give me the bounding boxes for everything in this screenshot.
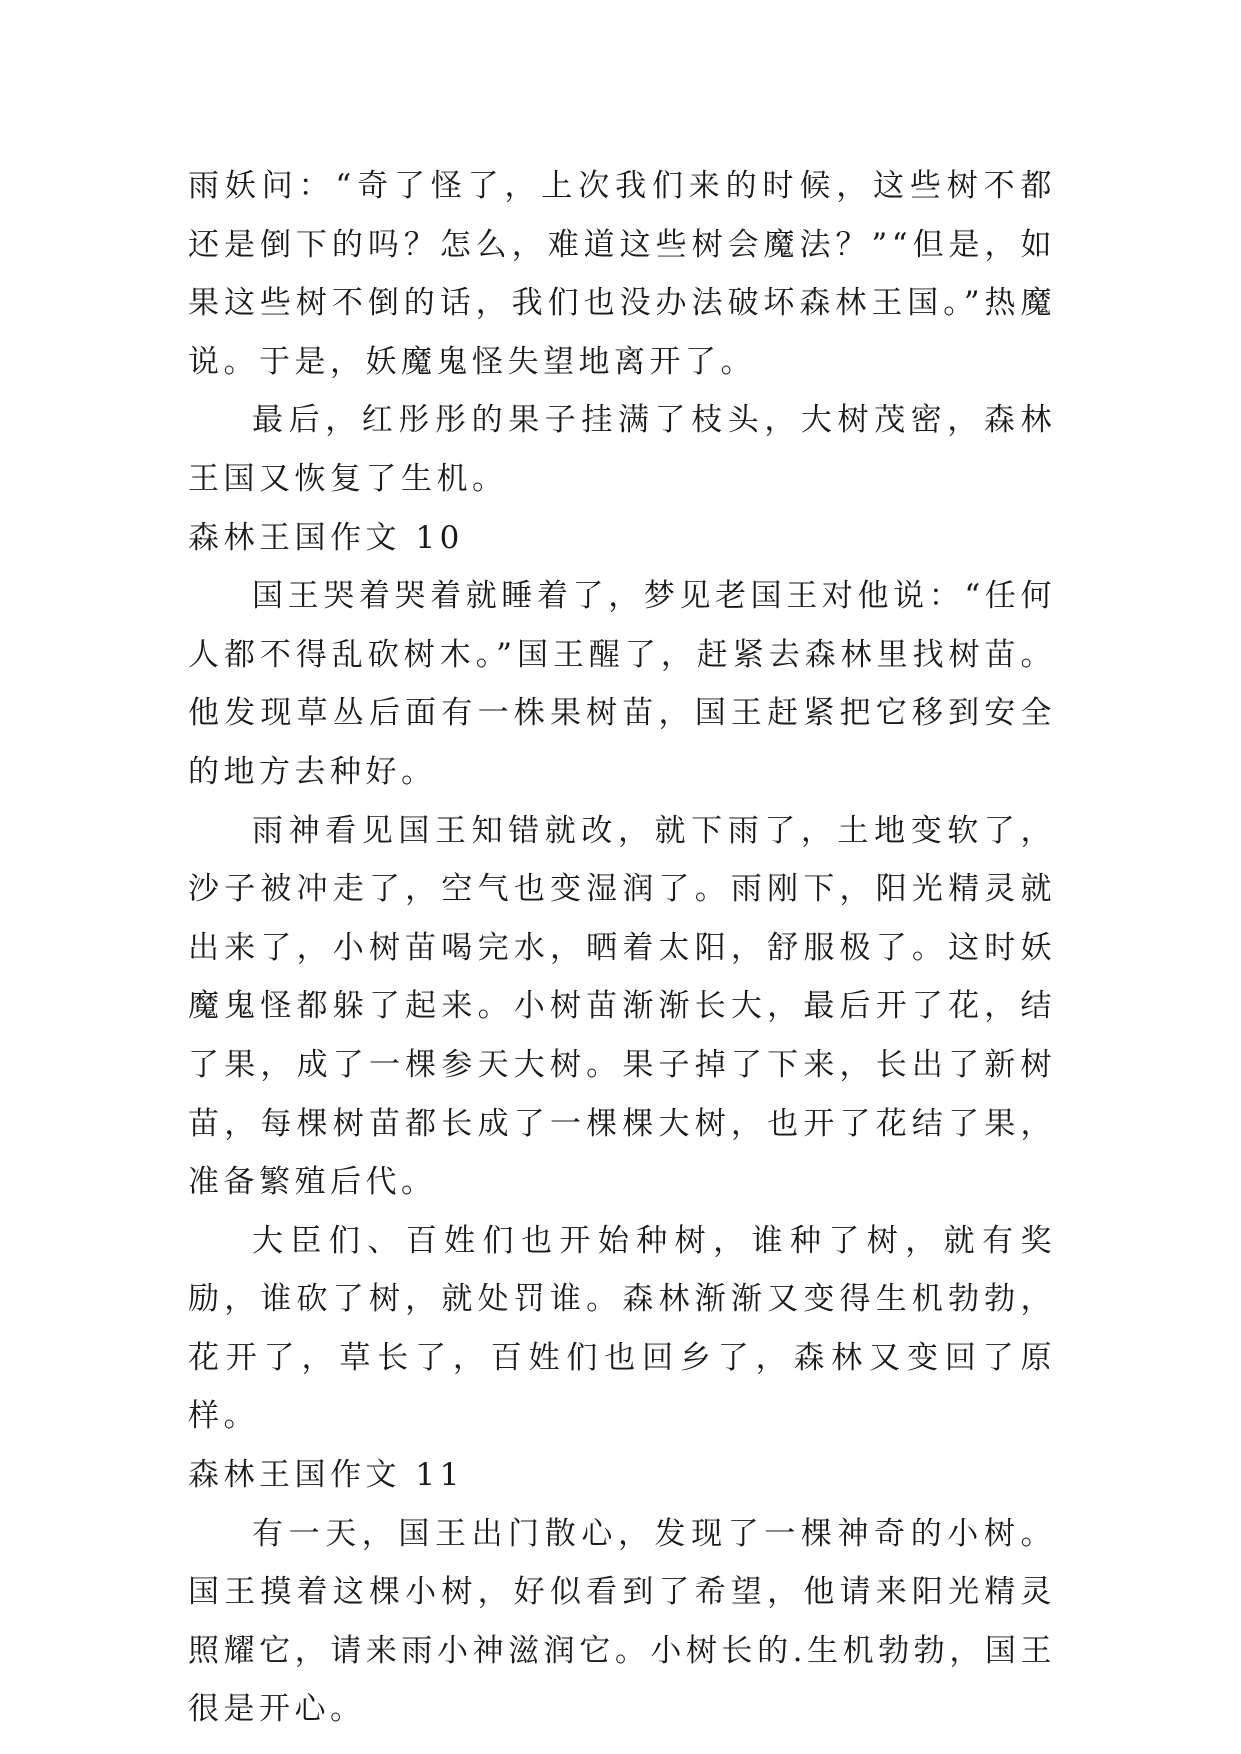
paragraph-kingdom-revived: 最后，红彤彤的果子挂满了枝头，大树茂密，森林王国又恢复了生机。 — [188, 402, 1056, 497]
document-body — [188, 157, 1056, 1739]
section-heading-essay-10: 森林王国作文 10 — [188, 519, 464, 556]
paragraph-ministers-plant-trees: 大臣们、百姓们也开始种树，谁种了树，就有奖励，谁砍了树，就处罚谁。森林渐渐又变得生机勃勃，花开了，草长了，百姓们也回乡了，森林又变回了原样。 — [188, 1222, 1056, 1435]
paragraph-king-dream: 国王哭着哭着就睡着了，梦见老国王对他说：“任何人都不得乱砍树木。”国王醒了，赶紧去森林里找树苗。他发现草丛后面有一株果树苗，国王赶紧把它移到安全的地方去种好。 — [188, 578, 1056, 790]
paragraph-rain-demon-question: 雨妖问：“奇了怪了，上次我们来的时候，这些树不都还是倒下的吗？怎么，难道这些树会魔法？”“但是，如果这些树不倒的话，我们也没办法破坏森林王国。”热魔说。于是，妖魔鬼怪失望地离开了。 — [188, 168, 1056, 380]
section-heading-essay-11: 森林王国作文 11 — [188, 1457, 464, 1494]
paragraph-magic-tree: 有一天，国王出门散心，发现了一棵神奇的小树。国王摸着这棵小树，好似看到了希望，他请来阳光精灵照耀它，请来雨小神滋润它。小树长的.生机勃勃，国王很是开心。 — [188, 1515, 1056, 1728]
paragraph-rain-god: 雨神看见国王知错就改，就下雨了，土地变软了，沙子被冲走了，空气也变湿润了。雨刚下，阳光精灵就出来了，小树苗喝完水，晒着太阳，舒服极了。这时妖魔鬼怪都躲了起来。小树苗渐渐长大，最后开了花，结了果，成了一棵参天大树。果子掉了下来，长出了新树苗，每棵树苗都长成了一棵棵大树，也开了花结了果，准备繁殖后代。 — [188, 812, 1056, 1201]
